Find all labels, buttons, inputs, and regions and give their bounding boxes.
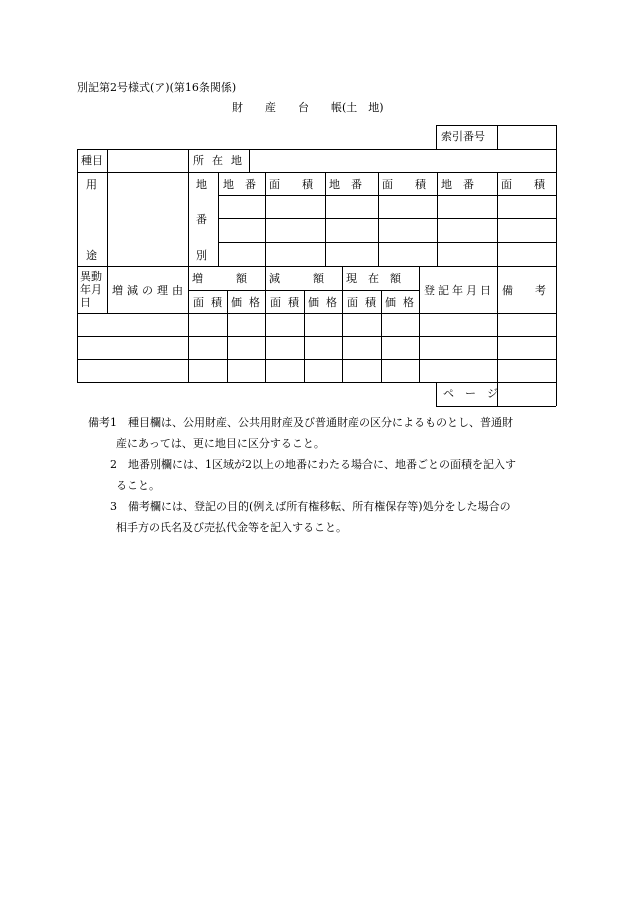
rule (436, 382, 437, 406)
area-label: 面積 (347, 296, 383, 309)
rule (218, 172, 219, 266)
current-label: 現 在 額 (346, 272, 401, 285)
location-field[interactable] (250, 150, 555, 171)
chiban-header: 地 番 (329, 178, 362, 191)
use-label-top: 用 (86, 178, 97, 191)
index-number-label (441, 131, 493, 143)
area-label: 面積 (270, 296, 306, 309)
chiban-header: 地 番 (441, 178, 474, 191)
rule (218, 218, 556, 219)
note-text: 相手方の氏名及び売払代金等を記入すること。 (116, 521, 347, 534)
rule (77, 382, 556, 383)
rule (218, 242, 556, 243)
rule (265, 172, 266, 266)
menseki-header: 面 積 (501, 178, 545, 191)
price-label: 価格 (308, 296, 344, 309)
rule (378, 172, 379, 266)
registration-date-label: 登記年月日 (424, 284, 494, 297)
rule (77, 336, 556, 337)
note-prefix: 備考1 (88, 416, 128, 429)
rule (218, 195, 556, 196)
chiban-betsu-char: 番 (196, 213, 207, 226)
change-date-label (80, 270, 106, 309)
price-label: 価格 (385, 296, 421, 309)
rule (265, 266, 266, 382)
note-line (88, 475, 558, 496)
chiban-header: 地 番 (223, 178, 256, 191)
price-label: 価格 (231, 296, 267, 309)
shumoku-label: 種目 (81, 154, 103, 167)
rule (342, 266, 343, 382)
note-text: 産にあっては、更に地目に区分すること。 (116, 437, 325, 450)
rule (437, 172, 438, 266)
rule (436, 406, 556, 407)
shumoku-field[interactable] (108, 150, 187, 171)
rule (188, 290, 419, 291)
location-label: 所在地 (193, 154, 250, 167)
rule (77, 266, 556, 267)
rule (77, 359, 556, 360)
rule (188, 149, 189, 382)
note-text: 地番別欄には、1区域が2以上の地番にわたる場合に、地番ごとの面積を記入す (128, 458, 516, 471)
rule (419, 266, 420, 382)
note-text: 種目欄は、公用財産、公共用財産及び普通財産の区分によるものとし、普通財 (128, 416, 513, 429)
notes-block (88, 412, 558, 538)
form-reference: 別記第2号様式(ア)(第16条関係) (77, 81, 237, 94)
rule (436, 125, 437, 149)
chiban-betsu-char: 地 (196, 178, 207, 191)
note-line (88, 454, 558, 475)
area-label: 面積 (193, 296, 229, 309)
menseki-header: 面 積 (382, 178, 426, 191)
rule (325, 172, 326, 266)
rule (77, 149, 78, 382)
rule (556, 149, 557, 406)
use-label-bottom: 途 (86, 249, 97, 262)
remarks-label: 備 考 (502, 284, 546, 297)
reason-label: 増減の理由 (112, 284, 187, 297)
note-line (88, 412, 558, 433)
rule (77, 313, 556, 314)
page-field[interactable] (498, 383, 555, 405)
decrease-label: 減 額 (269, 272, 324, 285)
note-text: 備考欄には、登記の目的(例えば所有権移転、所有権保存等)処分をした場合の (128, 500, 511, 513)
note-prefix: 2 (110, 458, 128, 471)
chiban-betsu-char: 別 (196, 249, 207, 262)
change-date-label-text: 異動年月日 (80, 270, 102, 309)
menseki-header: 面 積 (269, 178, 313, 191)
rule (556, 125, 557, 149)
note-line (88, 517, 558, 538)
page-title: 財 産 台 帳(土 地) (232, 101, 384, 114)
increase-label: 増 額 (192, 272, 247, 285)
note-line (88, 433, 558, 454)
index-number-label-text: 索引番号 (441, 130, 485, 143)
rule (497, 172, 498, 266)
note-line (88, 496, 558, 517)
note-text: ること。 (116, 479, 160, 492)
page-label: ペ ー ジ (443, 387, 498, 400)
index-number-field[interactable] (498, 126, 555, 148)
note-prefix: 3 (110, 500, 128, 513)
use-field[interactable] (108, 173, 187, 265)
